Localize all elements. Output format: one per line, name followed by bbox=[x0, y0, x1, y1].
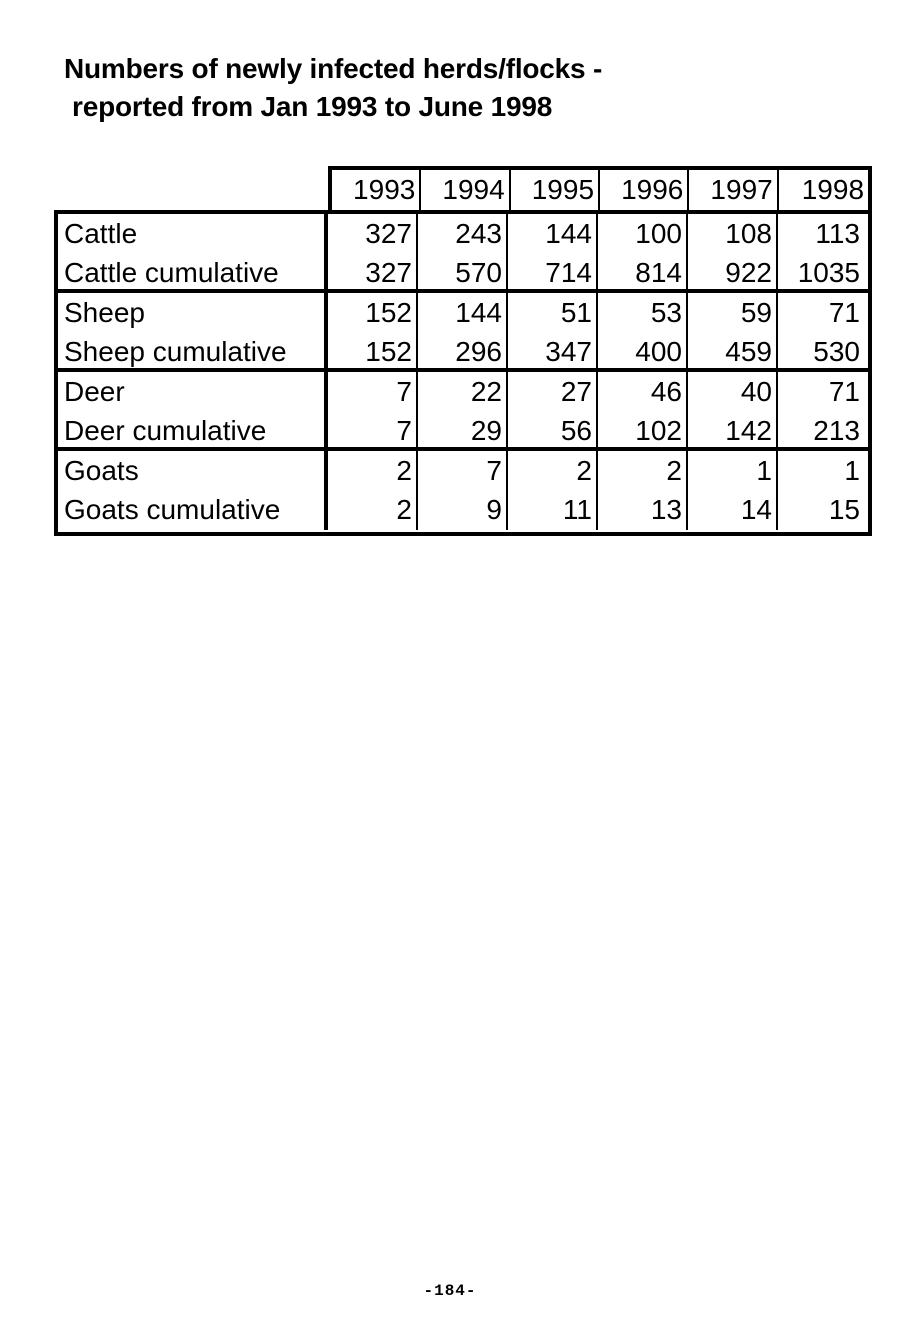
year-column bbox=[598, 214, 688, 289]
table-cell: 459 bbox=[725, 336, 772, 367]
table-cell: 530 bbox=[813, 336, 860, 367]
table-cell: 7 bbox=[396, 415, 412, 446]
table-cell: 144 bbox=[455, 297, 502, 328]
table-cell: 22 bbox=[470, 376, 502, 407]
row-label: Deer bbox=[64, 376, 125, 407]
table-cell: 11 bbox=[562, 494, 592, 525]
year-column bbox=[418, 451, 508, 530]
year-header-1995: 1995 bbox=[511, 170, 600, 210]
year-column bbox=[688, 293, 778, 368]
year-column bbox=[328, 372, 418, 447]
table-cell: 9 bbox=[486, 494, 502, 525]
table-cell: 2 bbox=[396, 494, 412, 525]
table-group-sheep bbox=[58, 293, 868, 372]
row-label-cumulative: Cattle cumulative bbox=[64, 257, 279, 288]
table-cell: 714 bbox=[545, 257, 592, 288]
table-cell: 40 bbox=[740, 376, 772, 407]
row-labels bbox=[58, 451, 328, 530]
table-cell: 108 bbox=[725, 218, 772, 249]
row-label: Goats bbox=[64, 455, 139, 486]
table-cell: 53 bbox=[650, 297, 682, 328]
table-cell: 327 bbox=[365, 257, 412, 288]
year-column bbox=[328, 293, 418, 368]
year-header-1998: 1998 bbox=[801, 174, 865, 205]
year-column bbox=[508, 372, 598, 447]
year-column bbox=[508, 293, 598, 368]
table-cell: 400 bbox=[635, 336, 682, 367]
table-cell: 71 bbox=[828, 376, 860, 407]
table-cell: 347 bbox=[545, 336, 592, 367]
title-line-1: Numbers of newly infected herds/flocks - bbox=[64, 53, 603, 84]
table-cell: 152 bbox=[365, 297, 412, 328]
year-column bbox=[778, 293, 864, 368]
table-cell: 570 bbox=[455, 257, 502, 288]
table-cell: 1 bbox=[844, 455, 860, 486]
page-title bbox=[64, 50, 602, 126]
row-label-cumulative: Deer cumulative bbox=[64, 415, 267, 446]
table-cell: 213 bbox=[813, 415, 860, 446]
year-header-1994: 1994 bbox=[421, 170, 510, 210]
row-label-cumulative: Goats cumulative bbox=[64, 494, 281, 525]
table-cell: 327 bbox=[365, 218, 412, 249]
table-group-goats bbox=[58, 451, 868, 530]
table-cell: 29 bbox=[470, 415, 502, 446]
table-cell: 13 bbox=[650, 494, 682, 525]
row-label: Cattle bbox=[64, 218, 138, 249]
table-cell: 51 bbox=[560, 297, 592, 328]
table-cell: 7 bbox=[396, 376, 412, 407]
year-column bbox=[688, 451, 778, 530]
data-table bbox=[54, 210, 872, 536]
row-labels bbox=[58, 214, 328, 289]
table-group-deer bbox=[58, 372, 868, 451]
year-header-1996: 1996 bbox=[600, 170, 689, 210]
table-cell: 296 bbox=[455, 336, 502, 367]
year-column bbox=[508, 451, 598, 530]
table-cell: 152 bbox=[365, 336, 412, 367]
year-column bbox=[328, 214, 418, 289]
table-cell: 14 bbox=[740, 494, 772, 525]
table-cell: 144 bbox=[545, 218, 592, 249]
year-column bbox=[418, 293, 508, 368]
table-group-cattle bbox=[58, 214, 868, 293]
year-header-1997: 1997 bbox=[689, 170, 778, 210]
year-column bbox=[508, 214, 598, 289]
table-cell: 15 bbox=[828, 494, 860, 525]
row-label-cumulative: Sheep cumulative bbox=[64, 336, 287, 367]
table-cell: 2 bbox=[396, 455, 412, 486]
table-header-years bbox=[328, 166, 872, 210]
table-cell: 1 bbox=[756, 455, 772, 486]
table-cell: 2 bbox=[576, 455, 592, 486]
table-cell: 102 bbox=[635, 415, 682, 446]
table-cell: 56 bbox=[560, 415, 592, 446]
table-cell: 59 bbox=[740, 297, 772, 328]
year-column bbox=[328, 451, 418, 530]
table-cell: 46 bbox=[650, 376, 682, 407]
row-labels bbox=[58, 293, 328, 368]
table-cell: 1035 bbox=[797, 257, 860, 288]
year-column bbox=[598, 451, 688, 530]
table-cell: 922 bbox=[725, 257, 772, 288]
row-labels bbox=[58, 372, 328, 447]
year-column bbox=[688, 214, 778, 289]
year-header-1993: 1993 bbox=[332, 170, 421, 210]
year-column bbox=[688, 372, 778, 447]
year-column bbox=[418, 214, 508, 289]
year-column bbox=[598, 372, 688, 447]
table-cell: 27 bbox=[560, 376, 592, 407]
table-cell: 2 bbox=[666, 455, 682, 486]
year-column bbox=[778, 214, 864, 289]
table-cell: 7 bbox=[486, 455, 502, 486]
year-column bbox=[778, 451, 864, 530]
table-cell: 113 bbox=[815, 218, 860, 249]
title-line-2: reported from Jan 1993 to June 1998 bbox=[72, 91, 553, 122]
table-cell: 71 bbox=[828, 297, 860, 328]
table-cell: 142 bbox=[725, 415, 772, 446]
row-label: Sheep bbox=[64, 297, 145, 328]
page-number: -184- bbox=[423, 1282, 477, 1300]
year-column bbox=[418, 372, 508, 447]
table-cell: 100 bbox=[635, 218, 682, 249]
year-column bbox=[778, 372, 864, 447]
table-cell: 814 bbox=[635, 257, 682, 288]
year-column bbox=[598, 293, 688, 368]
table-cell: 243 bbox=[455, 218, 502, 249]
